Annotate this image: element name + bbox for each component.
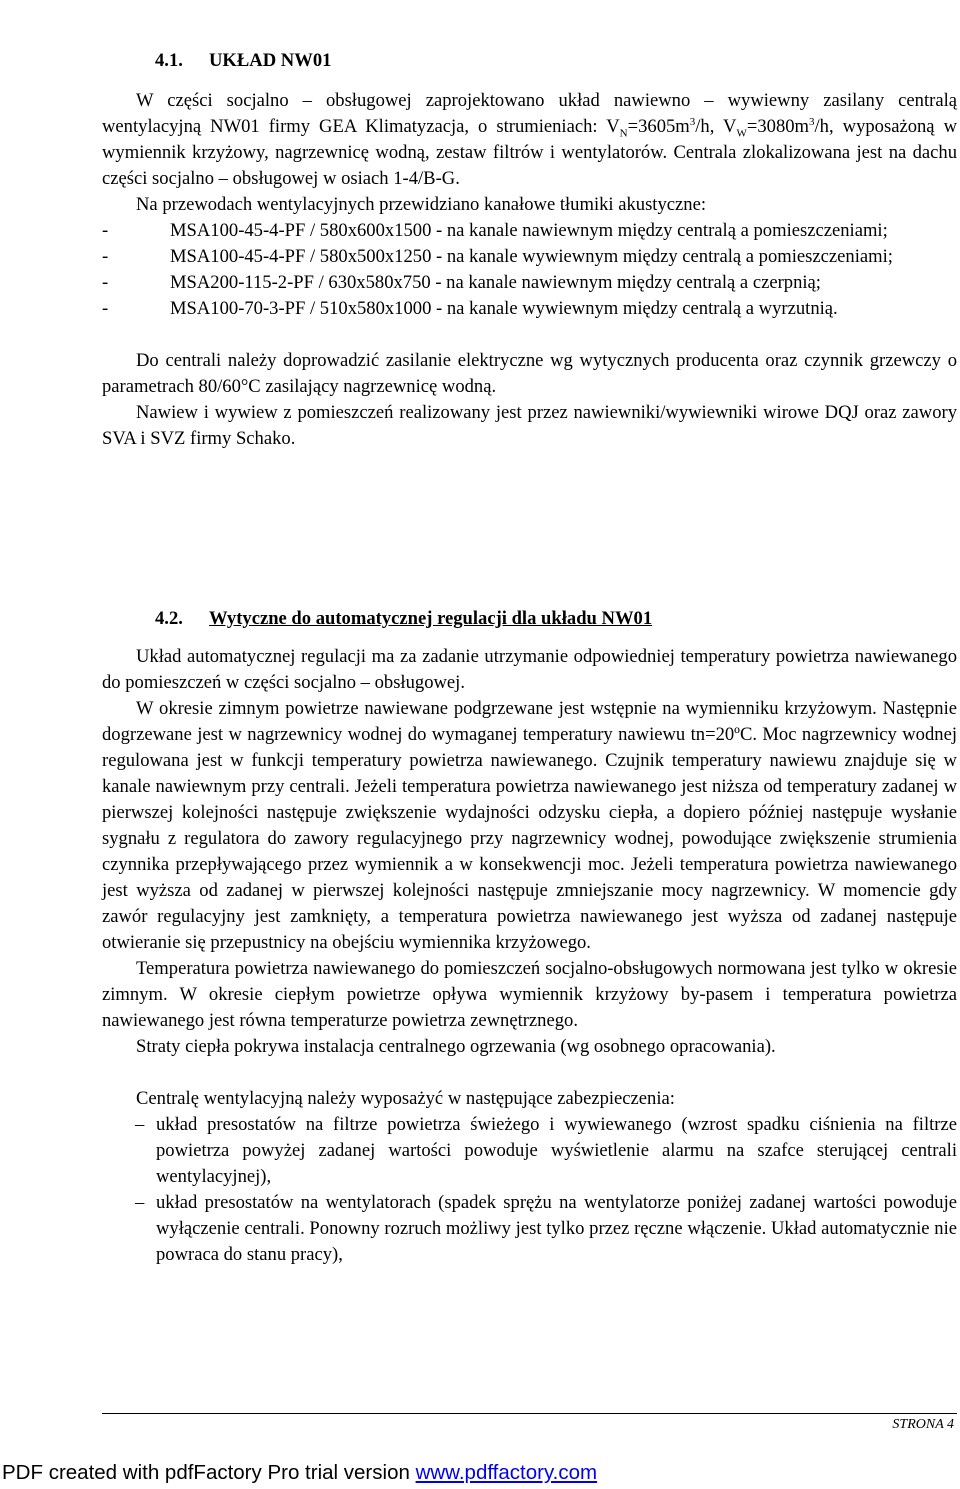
list-item: - MSA100-70-3-PF / 510x580x1000 - na kanale wywiewnym między centralą a wyrzutnią. bbox=[102, 296, 957, 322]
banner-text: PDF created with pdfFactory Pro trial version bbox=[2, 1461, 416, 1484]
heat-losses-paragraph: Straty ciepła pokrywa instalacja centralnego ogrzewania (wg osobnego opracowania). bbox=[136, 1036, 776, 1057]
diffusers-paragraph: Nawiew i wywiew z pomieszczeń realizowany jest przez nawiewniki/wywiewniki wirowe DQJ oraz zawory SVA i SVZ firmy Schako. bbox=[102, 402, 957, 449]
section-title: UKŁAD NW01 bbox=[209, 50, 332, 71]
section-4-1-body bbox=[102, 88, 957, 452]
safety-intro: Centralę wentylacyjną należy wyposażyć w następujące zabezpieczenia: bbox=[136, 1088, 675, 1109]
pdffactory-link[interactable]: www.pdffactory.com bbox=[415, 1461, 598, 1484]
section-heading-4-1 bbox=[155, 48, 331, 74]
power-supply-paragraph: Do centrali należy doprowadzić zasilanie elektryczne wg wytycznych producenta oraz czynnik grzewczy o parametrach 80/60°C zasilający nagrzewnicę wodną. bbox=[102, 350, 957, 397]
list-item: - MSA100-45-4-PF / 580x600x1500 - na kanale nawiewnym między centralą a pomieszczeniami; bbox=[102, 218, 957, 244]
dash-marker: – bbox=[135, 1114, 145, 1135]
list-item: – układ presostatów na filtrze powietrza świeżego i wywiewanego (wzrost spadku ciśnienia na filtrze powietrza powyżej zadanej wartości powoduje wyświetlenie alarmu na szafce sterującej centrali wentylacyjnej), bbox=[135, 1114, 957, 1187]
dash-marker: – bbox=[135, 1192, 145, 1213]
pdf-watermark-banner bbox=[2, 1461, 597, 1485]
dash-marker: - bbox=[102, 220, 109, 241]
page-number: STRONA 4 bbox=[892, 1417, 954, 1432]
section-number: 4.1. bbox=[155, 50, 183, 71]
section-number: 4.2. bbox=[155, 608, 183, 629]
winter-mode-paragraph: W okresie zimnym powietrze nawiewane podgrzewane jest wstępnie na wymienniku krzyżowym. Następnie dogrzewane jest w nagrzewnicy wodnej do wymaganej temperatury nawiewu tn=20ºC. Moc nagrzewnicy wodnej regulowana jest w funkcji temperatury powietrza nawiewanego. Czujnik temperatury nawiewu znajduje się w kanale nawiewnym przy centrali. Jeżeli temperatura powietrza nawiewanego jest niższa od temperatury zadanej w pierwszej kolejności następuje zwiększenie wydajności odzysku ciepła, a dopiero później następuje wysłanie sygnału z regulatora do zawory regulacyjnego przy nagrzewnicy wodnej, powodujące zwiększenie strumienia czynnika przepływającego przez wymiennik a w konsekwencji moc. Jeżeli temperatura powietrza nawiewanego jest wyższa od zadanej w pierwszej kolejności następuje zmniejszanie mocy nagrzewnicy. W momencie gdy zawór regulacyjny jest zamknięty, a temperatura powietrza nawiewanego jest wyższa od zadanej następuje otwieranie się przepustnicy na obejściu wymiennika krzyżowego. bbox=[102, 698, 957, 953]
regulation-purpose-paragraph: Układ automatycznej regulacji ma za zadanie utrzymanie odpowiedniej temperatury powietrza nawiewanego do pomieszczeń w części socjalno – obsługowej. bbox=[102, 646, 957, 693]
safety-list bbox=[102, 1112, 957, 1268]
dash-marker: - bbox=[102, 298, 109, 319]
list-item: - MSA100-45-4-PF / 580x500x1250 - na kanale wywiewnym między centralą a pomieszczeniami; bbox=[102, 244, 957, 270]
silencer-list bbox=[102, 218, 957, 322]
dash-marker: - bbox=[102, 272, 109, 293]
list-item: - MSA200-115-2-PF / 630x580x750 - na kanale nawiewnym między centralą a czerpnią; bbox=[102, 270, 957, 296]
list-item: – układ presostatów na wentylatorach (spadek sprężu na wentylatorze poniżej zadanej wartości powoduje wyłączenie centrali. Ponowny rozruch możliwy jest tylko przez ręczne włączenie. Układ automatycznie nie powraca do stanu pracy), bbox=[135, 1192, 957, 1265]
section-4-2-body bbox=[102, 644, 957, 1268]
section-heading-4-2 bbox=[155, 606, 652, 632]
section-title: Wytyczne do automatycznej regulacji dla układu NW01 bbox=[209, 608, 653, 629]
intro-paragraph: W części socjalno – obsługowej zaprojektowano układ nawiewno – wywiewny zasilany centralą wentylacyjną NW01 firmy GEA Klimatyzacja, o strumieniach: $V_N=3605m^3/h$, $V_W=3080m^3/h$, wyposażoną w wymiennik krzyżowy, nagrzewnicę wodną, zestaw filtrów i wentylatorów. Centrala zlokalizowana jest na dachu części socjalno – obsługowej w osiach 1-4/B-G. bbox=[102, 90, 957, 189]
silencers-intro: Na przewodach wentylacyjnych przewidziano kanałowe tłumiki akustyczne: bbox=[136, 194, 706, 215]
footer-divider bbox=[102, 1413, 957, 1414]
dash-marker: - bbox=[102, 246, 109, 267]
temperature-paragraph: Temperatura powietrza nawiewanego do pomieszczeń socjalno-obsługowych normowana jest tylko w okresie zimnym. W okresie ciepłym powietrze opływa wymiennik krzyżowy by-pasem i temperatura powietrza nawiewanego jest równa temperaturze powietrza zewnętrznego. bbox=[102, 958, 957, 1031]
